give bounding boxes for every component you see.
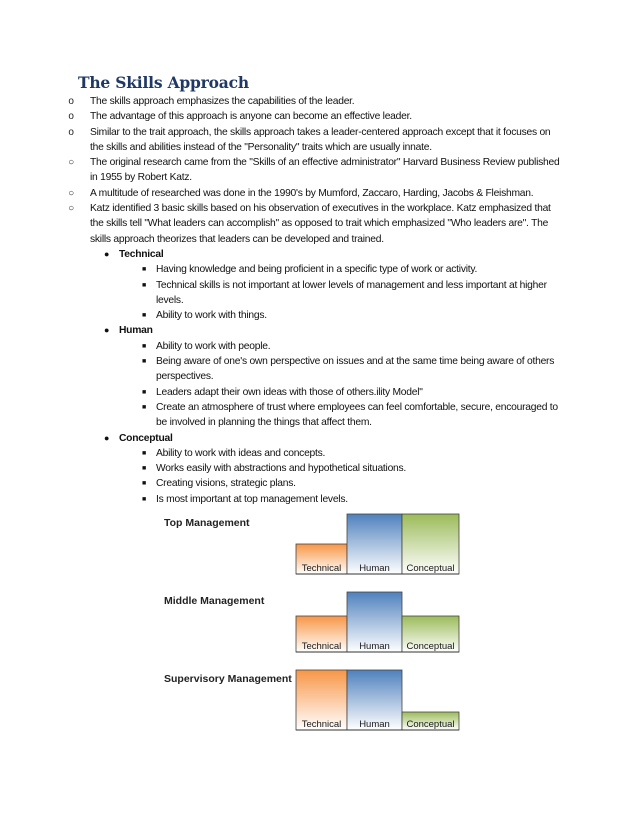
skill-point-text: Having knowledge and being proficient in a specific type of work or activity. (156, 264, 478, 276)
skill-point-text: Ability to work with ideas and concepts. (156, 447, 326, 459)
skill-point (66, 262, 566, 277)
bullet-marker: ■ (142, 480, 146, 488)
skill-point (66, 446, 566, 461)
bullet-item (66, 94, 566, 109)
bullet-marker: ○ (68, 187, 74, 199)
skill-point (66, 476, 566, 491)
skill-point (66, 278, 566, 309)
bullet-marker: ■ (142, 281, 146, 289)
bullet-item (66, 155, 566, 186)
skill-heading (66, 247, 566, 262)
skill-heading (66, 431, 566, 446)
bullet-text: The skills approach emphasizes the capabilities of the leader. (90, 96, 355, 107)
bar-label: Human (359, 641, 390, 652)
skill-heading (66, 323, 566, 338)
bullet-marker: ● (104, 325, 110, 336)
skill-point-text: Create an atmosphere of trust where employees can feel comfortable, secure, encouraged to be involved in planning the things that affect them. (156, 401, 558, 429)
bullet-marker: ○ (68, 203, 74, 215)
bullet-marker: ■ (142, 495, 146, 503)
level-title: Supervisory Management (164, 673, 292, 685)
bullet-marker: ■ (142, 388, 146, 396)
bullet-marker: ● (104, 248, 110, 259)
skill-name: Human (119, 325, 153, 337)
bar-label: Conceptual (406, 563, 455, 574)
level-title: Middle Management (164, 595, 265, 607)
bullet-marker: ■ (142, 266, 146, 274)
skill-point-text: Works easily with abstractions and hypothetical situations. (156, 463, 407, 475)
skill-point (66, 461, 566, 476)
skill-point (66, 354, 566, 385)
skill-point-text: Technical skills is not important at lower levels of management and less important at higher levels. (156, 279, 547, 306)
bullet-marker: ■ (142, 342, 146, 350)
bar-label: Technical (301, 641, 342, 652)
bullet-item (66, 109, 566, 124)
bullet-item (66, 201, 566, 247)
bullet-item (66, 186, 566, 201)
skill-point (66, 385, 566, 400)
bullet-text: The advantage of this approach is anyone can become an effective leader. (90, 111, 412, 123)
document-body (66, 94, 566, 507)
level-title: Top Management (164, 517, 250, 529)
bullet-marker: ■ (142, 449, 146, 457)
skill-point-text: Leaders adapt their own ideas with those of others.ility Model" (156, 386, 423, 398)
skill-point-text: Ability to work with things. (156, 310, 267, 322)
skills-figure (160, 510, 470, 740)
bar-label: Technical (301, 719, 342, 730)
bullet-marker: o (68, 96, 74, 107)
bullet-marker: ■ (142, 465, 146, 473)
skill-name: Technical (119, 248, 164, 260)
bullet-text: Similar to the trait approach, the skills approach takes a leader-centered approach except that it focuses on the skills and abilities instead of the "Personality" traits which are usually innate. (90, 126, 551, 153)
bullet-marker: ■ (142, 403, 146, 411)
bullet-text: The original research came from the "Skills of an effective administrator" Harvard Business Review published in 1955 by Robert Katz. (90, 157, 560, 184)
bar-label: Technical (301, 563, 342, 574)
bar-label: Conceptual (406, 719, 455, 730)
skill-point (66, 308, 566, 323)
bullet-text: Katz identified 3 basic skills based on his observation of executives in the workplace. Katz emphasized that the skills tell "What leaders can accomplish" as opposed to trait which emphasized "Who leaders are". The skills approach theorizes that leaders can be developed and trained. (90, 203, 551, 245)
skill-point (66, 492, 566, 507)
skills-chart (160, 510, 470, 740)
skill-name: Conceptual (119, 432, 173, 444)
bar-label: Human (359, 719, 390, 730)
skill-point (66, 400, 566, 431)
bullet-marker: ● (104, 432, 110, 443)
bullet-item (66, 125, 566, 156)
skill-point-text: Creating visions, strategic plans. (156, 478, 296, 490)
bullet-marker: o (68, 111, 74, 123)
bullet-marker: o (68, 126, 74, 138)
bullet-marker: ■ (142, 312, 146, 320)
bullet-marker: ○ (68, 157, 74, 169)
bullet-marker: ■ (142, 358, 146, 366)
bullet-text: A multitude of researched was done in the 1990's by Mumford, Zaccaro, Harding, Jacobs & Fleishman. (90, 187, 534, 199)
skill-point-text: Is most important at top management levels. (156, 493, 348, 505)
skill-point-text: Ability to work with people. (156, 340, 271, 352)
page-title: The Skills Approach (78, 73, 249, 92)
skill-point (66, 339, 566, 354)
bar-label: Conceptual (406, 641, 455, 652)
bar-label: Human (359, 563, 390, 574)
skill-point-text: Being aware of one's own perspective on issues and at the same time being aware of others perspectives. (156, 356, 555, 383)
